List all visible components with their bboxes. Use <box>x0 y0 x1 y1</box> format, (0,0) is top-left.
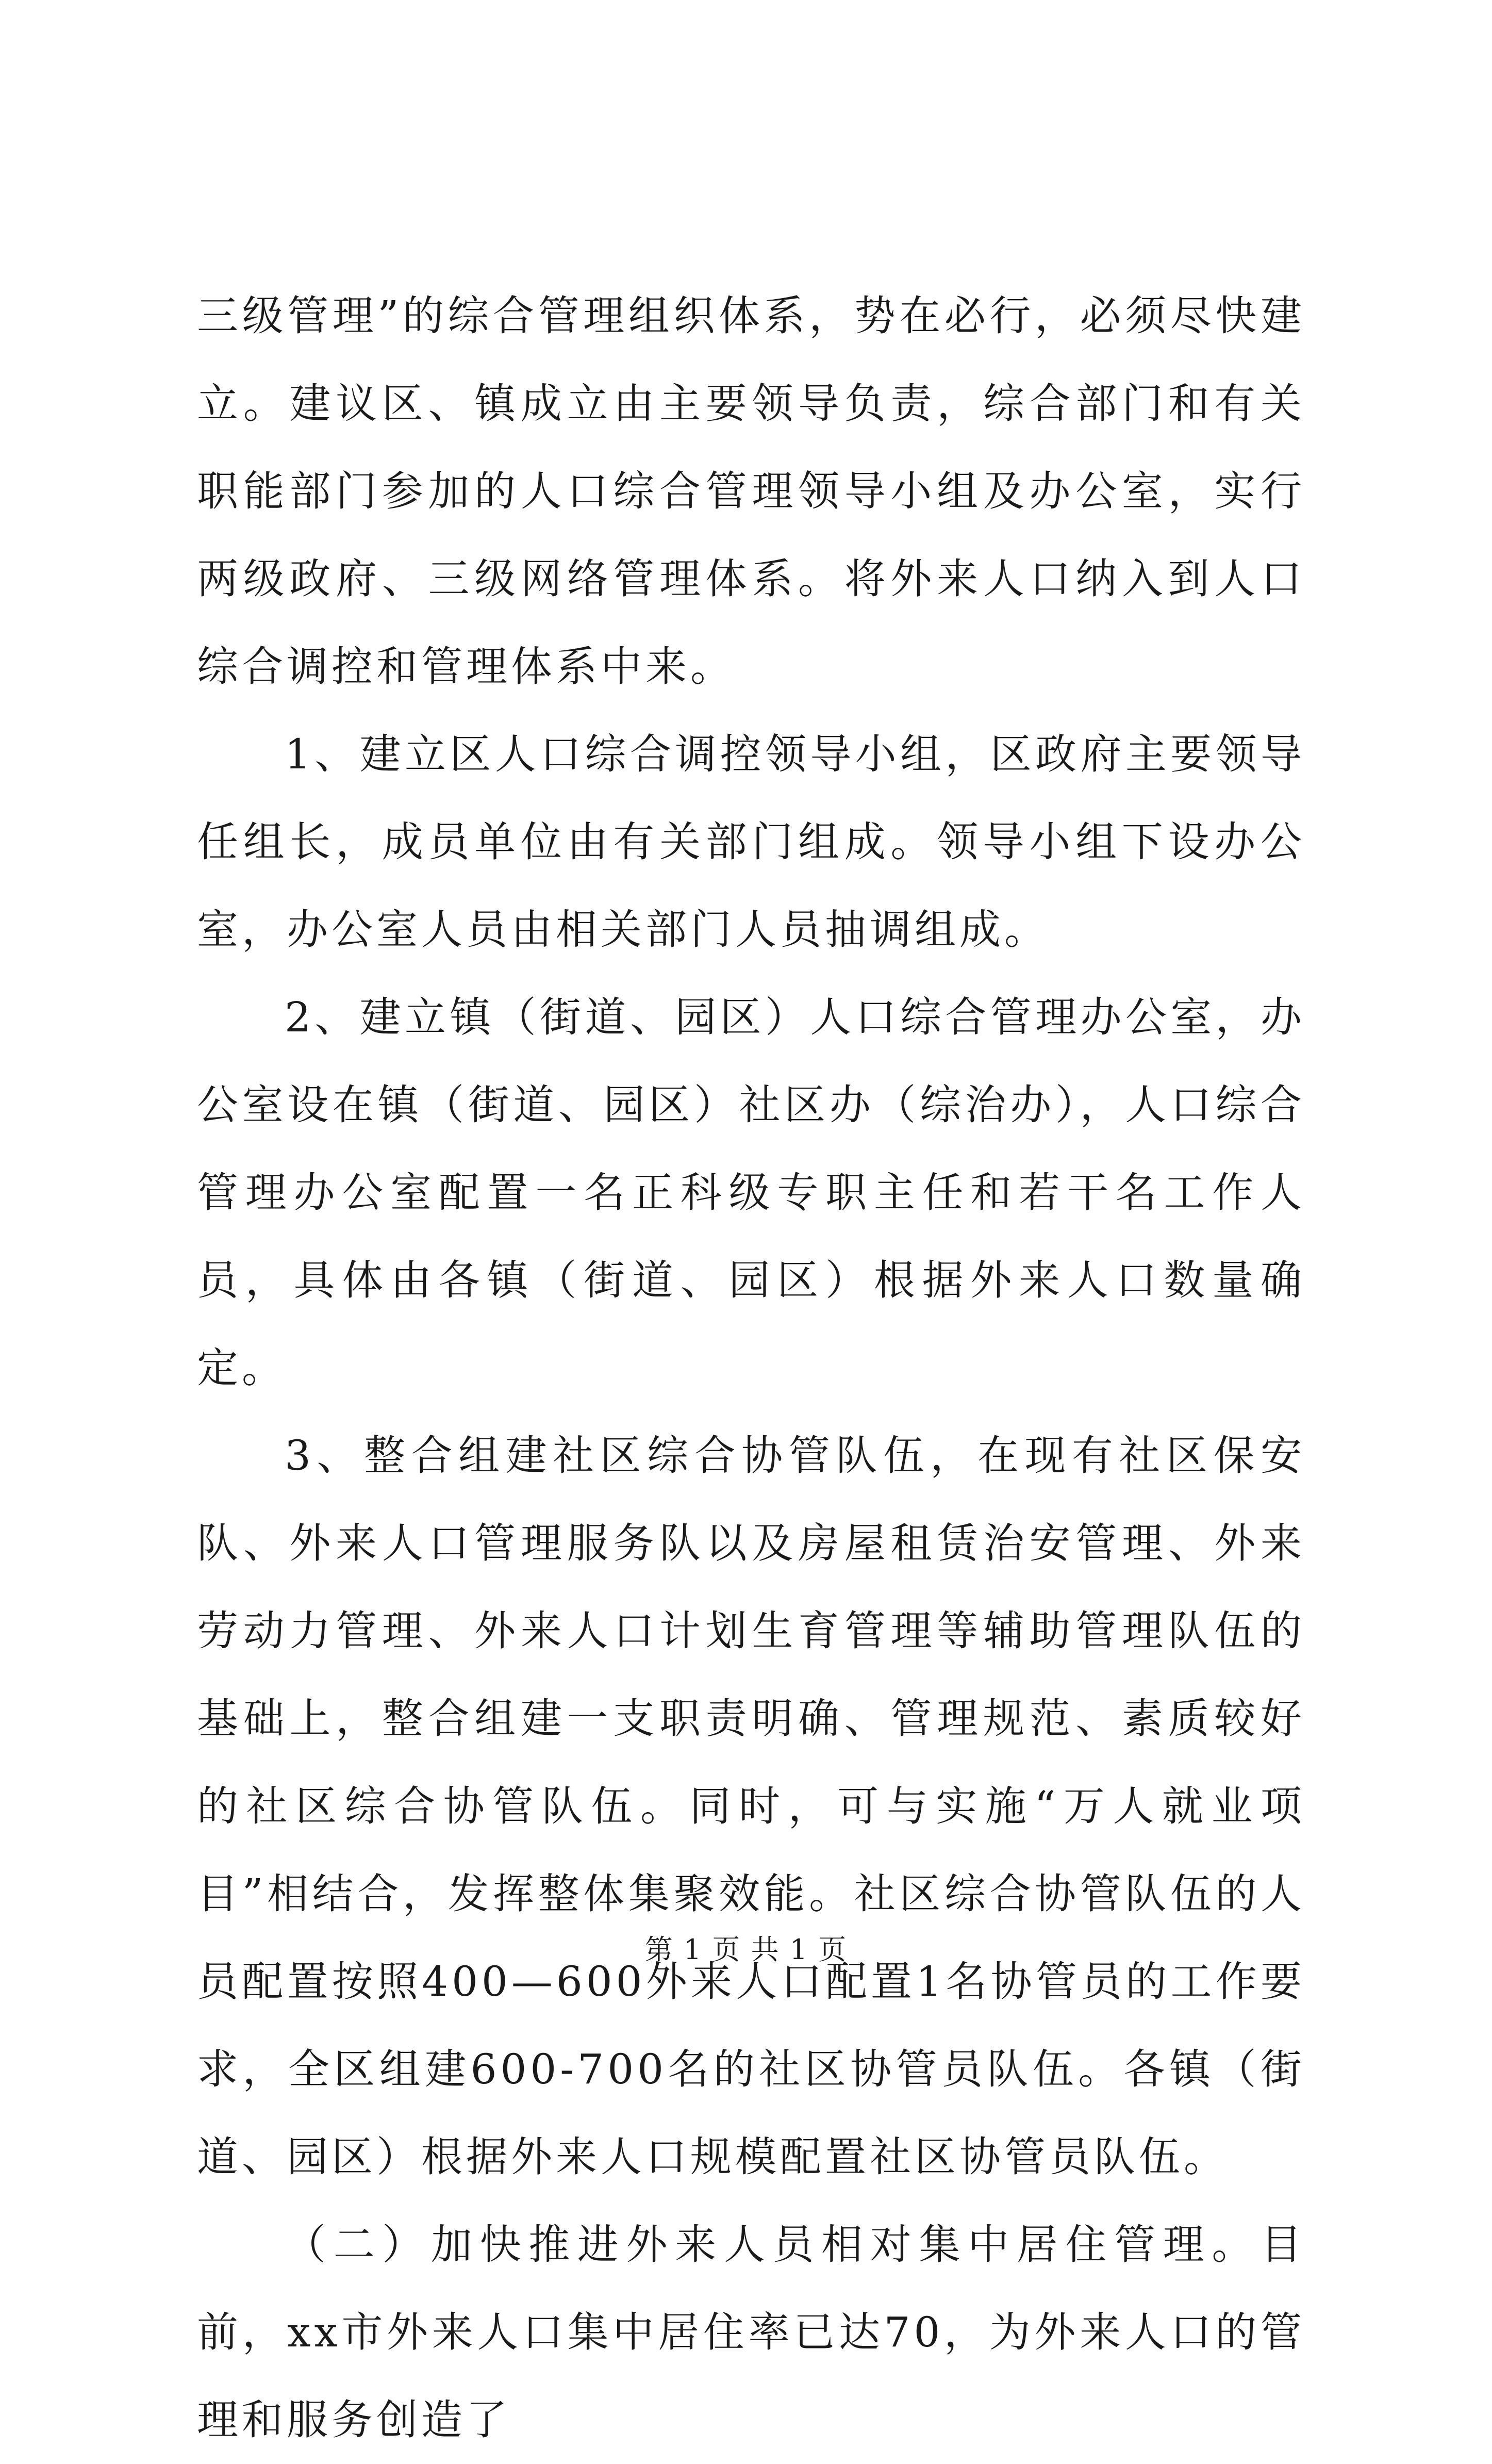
paragraph-continuation: 三级管理”的综合管理组织体系，势在必行，必须尽快建立。建议区、镇成立由主要领导负责，综合部门和有关职能部门参加的人口综合管理领导小组及办公室，实行两级政府、三级网络管理体系。将外来人口纳入到人口综合调控和管理体系中来。 <box>197 292 1305 691</box>
page-number: 第 1 页 共 1 页 <box>644 1933 848 1966</box>
paragraph-item-1: 1、建立区人口综合调控领导小组，区政府主要领导任组长，成员单位由有关部门组成。领导小组下设办公室，办公室人员由相关部门人员抽调组成。 <box>197 730 1305 954</box>
document-body <box>197 272 1305 2464</box>
paragraph-item-3: 3、整合组建社区综合协管队伍，在现有社区保安队、外来人口管理服务队以及房屋租赁治安管理、外来劳动力管理、外来人口计划生育管理等辅助管理队伍的基础上，整合组建一支职责明确、管理规范、素质较好的社区综合协管队伍。同时，可与实施“万人就业项目”相结合，发挥整体集聚效能。社区综合协管队伍的人员配置按照400—600外来人口配置1名协管员的工作要求，全区组建600-700名的社区协管员队伍。各镇（街道、园区）根据外来人口规模配置社区协管员队伍。 <box>197 1432 1305 2181</box>
paragraph-section-2: （二）加快推进外来人员相对集中居住管理。目前，xx市外来人口集中居住率已达70，为外来人口的管理和服务创造了 <box>197 2221 1305 2444</box>
paragraph-item-2: 2、建立镇（街道、园区）人口综合管理办公室，办公室设在镇（街道、园区）社区办（综治办），人口综合管理办公室配置一名正科级专职主任和若干名工作人员，具体由各镇（街道、园区）根据外来人口数量确定。 <box>197 993 1305 1392</box>
page-footer <box>0 1932 1492 1968</box>
